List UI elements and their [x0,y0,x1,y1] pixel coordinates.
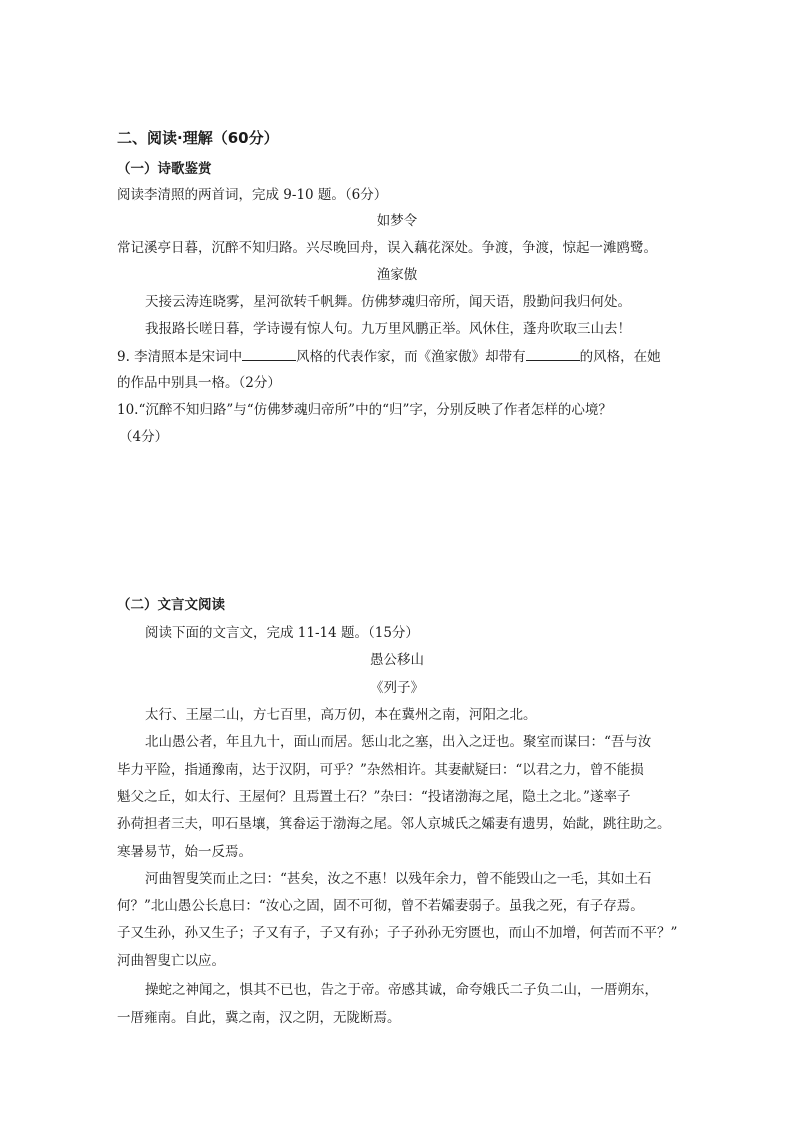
classical-p3-line2: 何？”北山愚公长息曰：“汝心之固，固不可彻，曾不若孀妻弱子。虽我之死，有子存焉。 [117,898,644,914]
classical-p2-line1: 北山愚公者，年且九十，面山而居。惩山北之塞，出入之迂也。聚室而谋曰：“吾与汝 [145,734,652,750]
classical-heading: （二）文言文阅读 [117,597,225,613]
q9-text-part2: 风格的代表作家，而《渔家傲》却带有 [296,349,526,365]
classical-p3-line4: 河曲智叟亡以应。 [117,953,225,969]
q9-text-part1: 9. 李清照本是宋词中 [117,349,243,365]
classical-intro: 阅读下面的文言文，完成 11-14 题。（15分） [145,625,419,641]
classical-author: 《列子》 [370,680,424,696]
classical-p4-line2: 一厝雍南。自此，冀之南，汉之阴，无陇断焉。 [117,1010,401,1026]
question-9 [117,348,661,366]
classical-p3-line3: 子又生孙，孙又生子；子又有子，子又有孙；子子孙孙无穷匮也，而山不加增，何苦而不平？” [117,925,678,941]
question-9-line2: 的作品中别具一格。（2分） [117,375,281,391]
classical-p1: 太行、王屋二山，方七百里，高万仞，本在冀州之南，河阳之北。 [145,707,537,723]
poetry-intro: 阅读李清照的两首词，完成 9-10 题。（6分） [117,187,388,203]
q9-text-part3: 的风格，在她 [579,349,661,365]
question-10: 10.“沉醉不知归路”与“仿佛梦魂归帝所”中的“归”字，分别反映了作者怎样的心境？ [117,402,612,418]
classical-p2-line4: 孙荷担者三夫，叩石垦壤，箕畚运于渤海之尾。邻人京城氏之孀妻有遗男，始龀，跳往助之。 [117,816,671,832]
q9-blank-1[interactable] [242,348,296,361]
poem2-line1: 天接云涛连晓雾，星河欲转千帆舞。仿佛梦魂归帝所，闻天语，殷勤问我归何处。 [145,294,631,310]
classical-title: 愚公移山 [370,652,424,668]
poetry-heading: （一）诗歌鉴赏 [117,161,212,177]
q9-blank-2[interactable] [526,348,580,361]
poem1-text: 常记溪亭日暮，沉醉不知归路。兴尽晚回舟，误入藕花深处。争渡，争渡，惊起一滩鸥鹭。 [117,240,657,256]
classical-p2-line3: 魁父之丘，如太行、王屋何？且焉置土石？”杂曰：“投诸渤海之尾，隐土之北。”遂率子 [117,789,631,805]
classical-p2-line2: 毕力平险，指通豫南，达于汉阴，可乎？”杂然相许。其妻献疑曰：“以君之力，曾不能损 [117,762,644,778]
poem2-title: 渔家傲 [376,267,418,283]
classical-p2-line5: 寒暑易节，始一反焉。 [117,844,252,860]
question-10-score: （4分） [119,429,169,445]
classical-p3-line1: 河曲智叟笑而止之曰：“甚矣，汝之不惠！以残年余力，曾不能毁山之一毛，其如土石 [145,871,652,887]
section-title: 二、阅读·理解（60分） [117,129,279,147]
classical-p4-line1: 操蛇之神闻之，惧其不已也，告之于帝。帝感其诚，命夸娥氏二子负二山，一厝朔东， [145,982,658,998]
poem2-line2: 我报路长嗟日暮，学诗谩有惊人句。九万里风鹏正举。风休住，蓬舟吹取三山去！ [145,321,631,337]
poem1-title: 如梦令 [376,213,418,229]
